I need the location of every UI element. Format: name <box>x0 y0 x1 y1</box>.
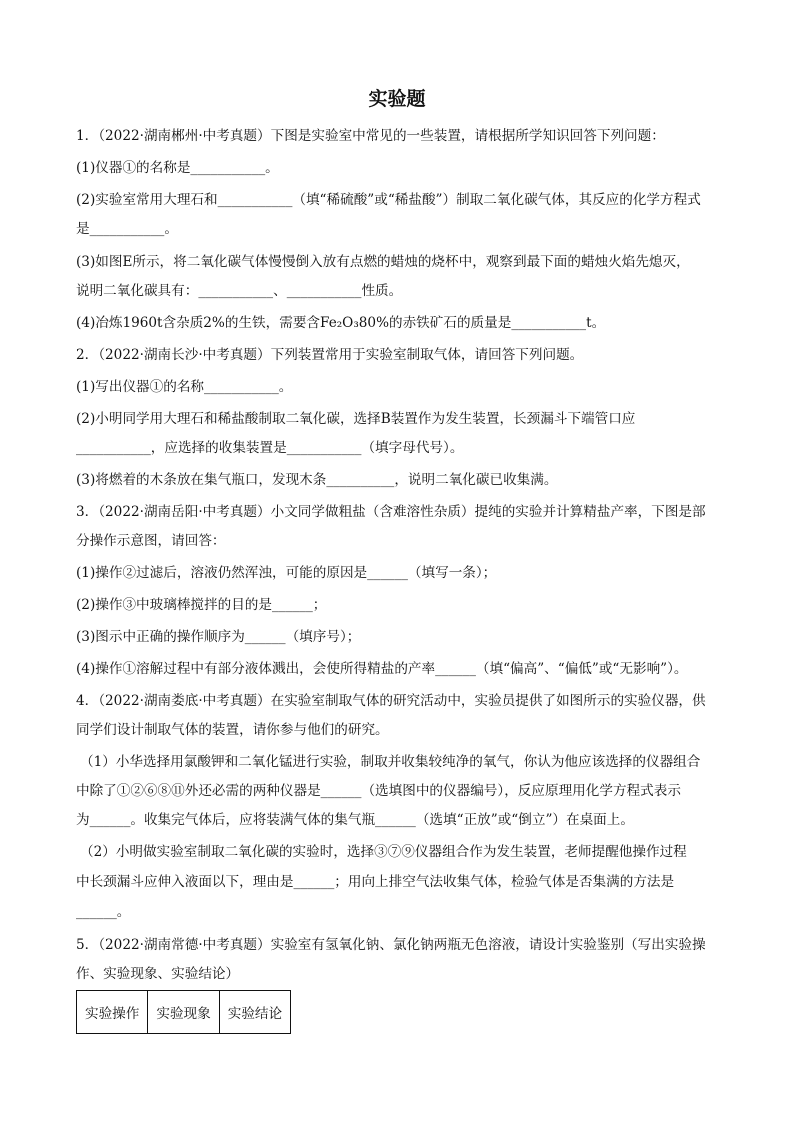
q3-part3: (3)图示中正确的操作顺序为______（填序号）； <box>76 629 361 645</box>
q1-part2-line2: 是___________。 <box>76 221 178 237</box>
q4-part1-line1: （1）小华选择用氯酸钾和二氧化锰进行实验，制取并收集较纯净的氧气，你认为他应该选择的仪器组合 <box>80 754 701 770</box>
table-header-cell: 实验现象 <box>148 991 219 1034</box>
q4-stem-line1: 4．（2022·湖南娄底·中考真题）在实验室制取气体的研究活动中，实验员提供了如图所示的实验仪器，供 <box>76 693 706 709</box>
q4-part2-line3: ______。 <box>76 904 131 920</box>
q3-stem-line1: 3．（2022·湖南岳阳·中考真题）小文同学做粗盐（含难溶性杂质）提纯的实验并计算精盐产率，下图是部 <box>76 504 706 520</box>
q2-stem: 2．（2022·湖南长沙·中考真题）下列装置常用于实验室制取气体，请回答下列问题。 <box>76 347 584 363</box>
q3-stem-line2: 分操作示意图，请回答： <box>76 533 226 549</box>
q5-stem-line2: 作、实验现象、实验结论） <box>76 966 240 982</box>
q3-part4: (4)操作①溶解过程中有部分液体溅出，会使所得精盐的产率______（填“偏高”、“偏低”或“无影响”）。 <box>76 661 688 677</box>
q3-part2: (2)操作③中玻璃棒搅拌的目的是______； <box>76 597 327 613</box>
table-header-row <box>77 991 291 1034</box>
q1-part3-line1: (3)如图E所示，将二氧化碳气体慢慢倒入放有点燃的蜡烛的烧杯中，观察到最下面的蜡烛火焰先熄灭， <box>76 254 690 270</box>
q4-stem-line2: 同学们设计制取气体的装置，请你参与他们的研究。 <box>76 722 389 738</box>
page-title: 实验题 <box>368 88 426 110</box>
q4-part2-line1: （2）小明做实验室制取二氧化碳的实验时，选择③⑦⑨仪器组合作为发生装置，老师提醒他操作过程 <box>80 844 687 860</box>
table-header-cell: 实验结论 <box>219 991 290 1034</box>
q5-stem-line1: 5．（2022·湖南常德·中考真题）实验室有氢氧化钠、氯化钠两瓶无色溶液，请设计实验鉴别（写出实验操 <box>76 937 706 953</box>
q1-stem: 1．（2022·湖南郴州·中考真题）下图是实验室中常见的一些装置，请根据所学知识回答下列问题： <box>76 128 665 144</box>
q2-part2-line1: (2)小明同学用大理石和稀盐酸制取二氧化碳，选择B装置作为发生装置，长颈漏斗下端管口应 <box>76 411 636 427</box>
q4-part1-line3: 为______。收集完气体后，应将装满气体的集气瓶______（选填“正放”或“倒立”）在桌面上。 <box>76 812 634 828</box>
table-header-cell: 实验操作 <box>77 991 148 1034</box>
q1-part4: (4)冶炼1960t含杂质2%的生铁，需要含Fe₂O₃80%的赤铁矿石的质量是___________t。 <box>76 315 606 331</box>
q1-part3-line2: 说明二氧化碳具有：___________、___________性质。 <box>76 283 403 299</box>
q1-part2-line1: (2)实验室常用大理石和___________（填“稀硫酸”或“稀盐酸”）制取二氧化碳气体，其反应的化学方程式 <box>76 192 701 208</box>
q3-part1: (1)操作②过滤后，溶液仍然浑浊，可能的原因是______（填写一条）； <box>76 565 497 581</box>
q1-part1: (1)仪器①的名称是___________。 <box>76 160 279 176</box>
q2-part2-line2: ___________，应选择的收集装置是___________（填字母代号）。 <box>76 440 464 456</box>
q2-part3: (3)将燃着的木条放在集气瓶口，发现木条__________，说明二氧化碳已收集满。 <box>76 472 558 488</box>
q4-part1-line2: 中除了①②⑥⑧⑪外还必需的两种仪器是______（选填图中的仪器编号），反应原理用化学方程式表示 <box>76 783 681 799</box>
q4-part2-line2: 中长颈漏斗应伸入液面以下，理由是______；用向上排空气法收集气体，检验气体是否集满的方法是 <box>76 874 675 890</box>
q2-part1: (1)写出仪器①的名称___________。 <box>76 379 293 395</box>
q5-answer-table <box>76 990 291 1034</box>
